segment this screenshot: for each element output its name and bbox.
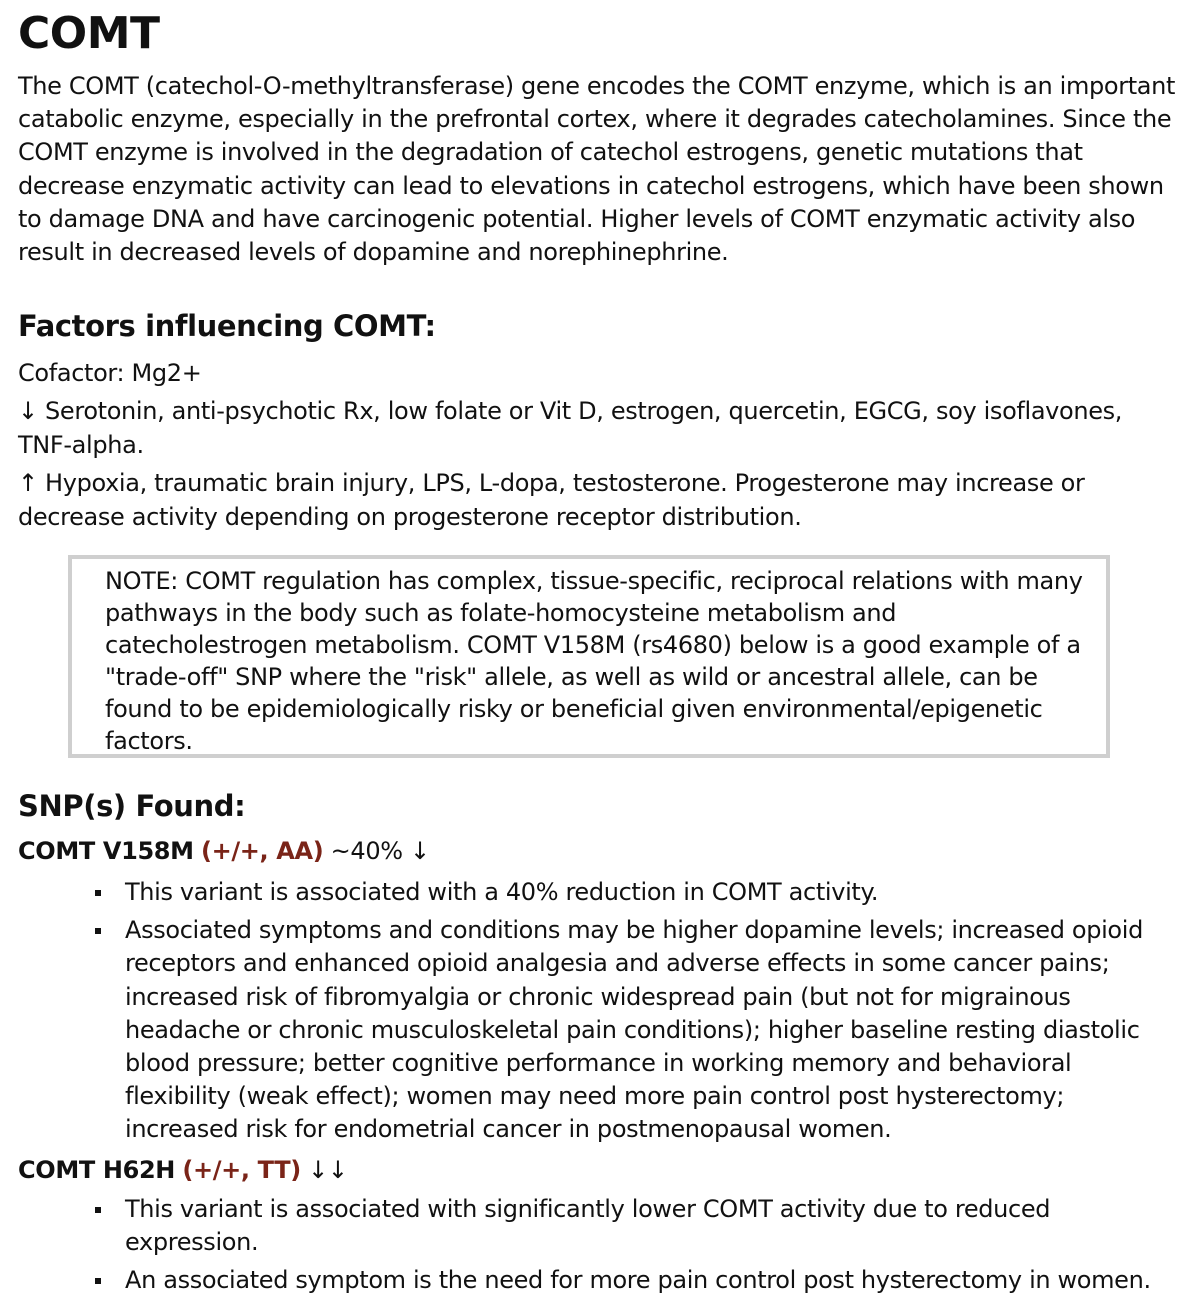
variant-genotype: (+/+, TT) [182,1156,301,1184]
page-title: COMT [18,8,160,59]
bullet-square-icon [95,1207,101,1213]
variant-name: COMT H62H [18,1156,176,1184]
factors-list [18,356,1178,538]
bullet-text: An associated symptom is the need for more pain control post hysterectomy in women. [125,1266,1151,1295]
variant-genotype: (+/+, AA) [200,837,324,865]
bullet-text: This variant is associated with significantly lower COMT activity due to reduced expression. [125,1195,1051,1257]
variant-header-v158m [18,835,430,867]
variant-effect: ↓↓ [308,1156,348,1184]
bullet-square-icon [95,1278,101,1284]
variant-bullets-v158m [18,876,1178,1152]
intro-paragraph: The COMT (catechol-O-methyltransferase) gene encodes the COMT enzyme, which is an important catabolic enzyme, especially in the prefrontal cortex, where it degrades catecholamines. Since the COMT enzyme is involved in the degradation of catechol estrogens, genetic mutations that decrease enzymatic activity can lead to elevations in catechol estrogens, which have been shown to damage DNA and have carcinogenic potential. Higher levels of COMT enzymatic activity also result in decreased levels of dopamine and norephinephrine. [18,72,1176,267]
variant-name: COMT V158M [18,837,194,865]
snp-heading: SNP(s) Found: [18,789,246,823]
factors-heading: Factors influencing COMT: [18,309,436,343]
list-item [18,1193,1178,1259]
bullet-square-icon [95,890,101,896]
decrease-factors-line: ↓ Serotonin, anti-psychotic Rx, low folate or Vit D, estrogen, quercetin, EGCG, soy isoflavones, TNF-alpha. [18,396,1123,459]
note-text: NOTE: COMT regulation has complex, tissue-specific, reciprocal relations with many pathways in the body such as folate-homocysteine metabolism and catecholestrogen metabolism. COMT V158M (rs4680) below is a good example of a "trade-off" SNP where the "risk" allele, as well as wild or ancestral allele, can be found to be epidemiologically risky or beneficial given environmental/epigenetic factors. [105,567,1083,755]
note-box [68,555,1110,758]
list-item [18,914,1178,1146]
variant-effect: ~40% ↓ [330,837,430,865]
list-item [18,1264,1178,1297]
variant-header-h62h [18,1154,348,1186]
increase-factors-line: ↑ Hypoxia, traumatic brain injury, LPS, L-dopa, testosterone. Progesterone may increase or decrease activity depending on progesterone receptor distribution. [18,468,1085,531]
variant-bullets-h62h [18,1193,1178,1303]
bullet-text: This variant is associated with a 40% reduction in COMT activity. [125,878,879,906]
document-page [0,8,1198,1308]
bullet-square-icon [95,928,101,934]
bullet-text: Associated symptoms and conditions may be higher dopamine levels; increased opioid receptors and enhanced opioid analgesia and adverse effects in some cancer pains; increased risk of fibromyalgia or chronic widespread pain (but not for migrainous headache or chronic musculoskeletal pain conditions); higher baseline resting diastolic blood pressure; better cognitive performance in working memory and behavioral flexibility (weak effect); women may need more pain control post hysterectomy; increased risk for endometrial cancer in postmenopausal women. [125,916,1143,1144]
list-item [18,876,1178,909]
cofactor-line: Cofactor: Mg2+ [18,359,202,387]
